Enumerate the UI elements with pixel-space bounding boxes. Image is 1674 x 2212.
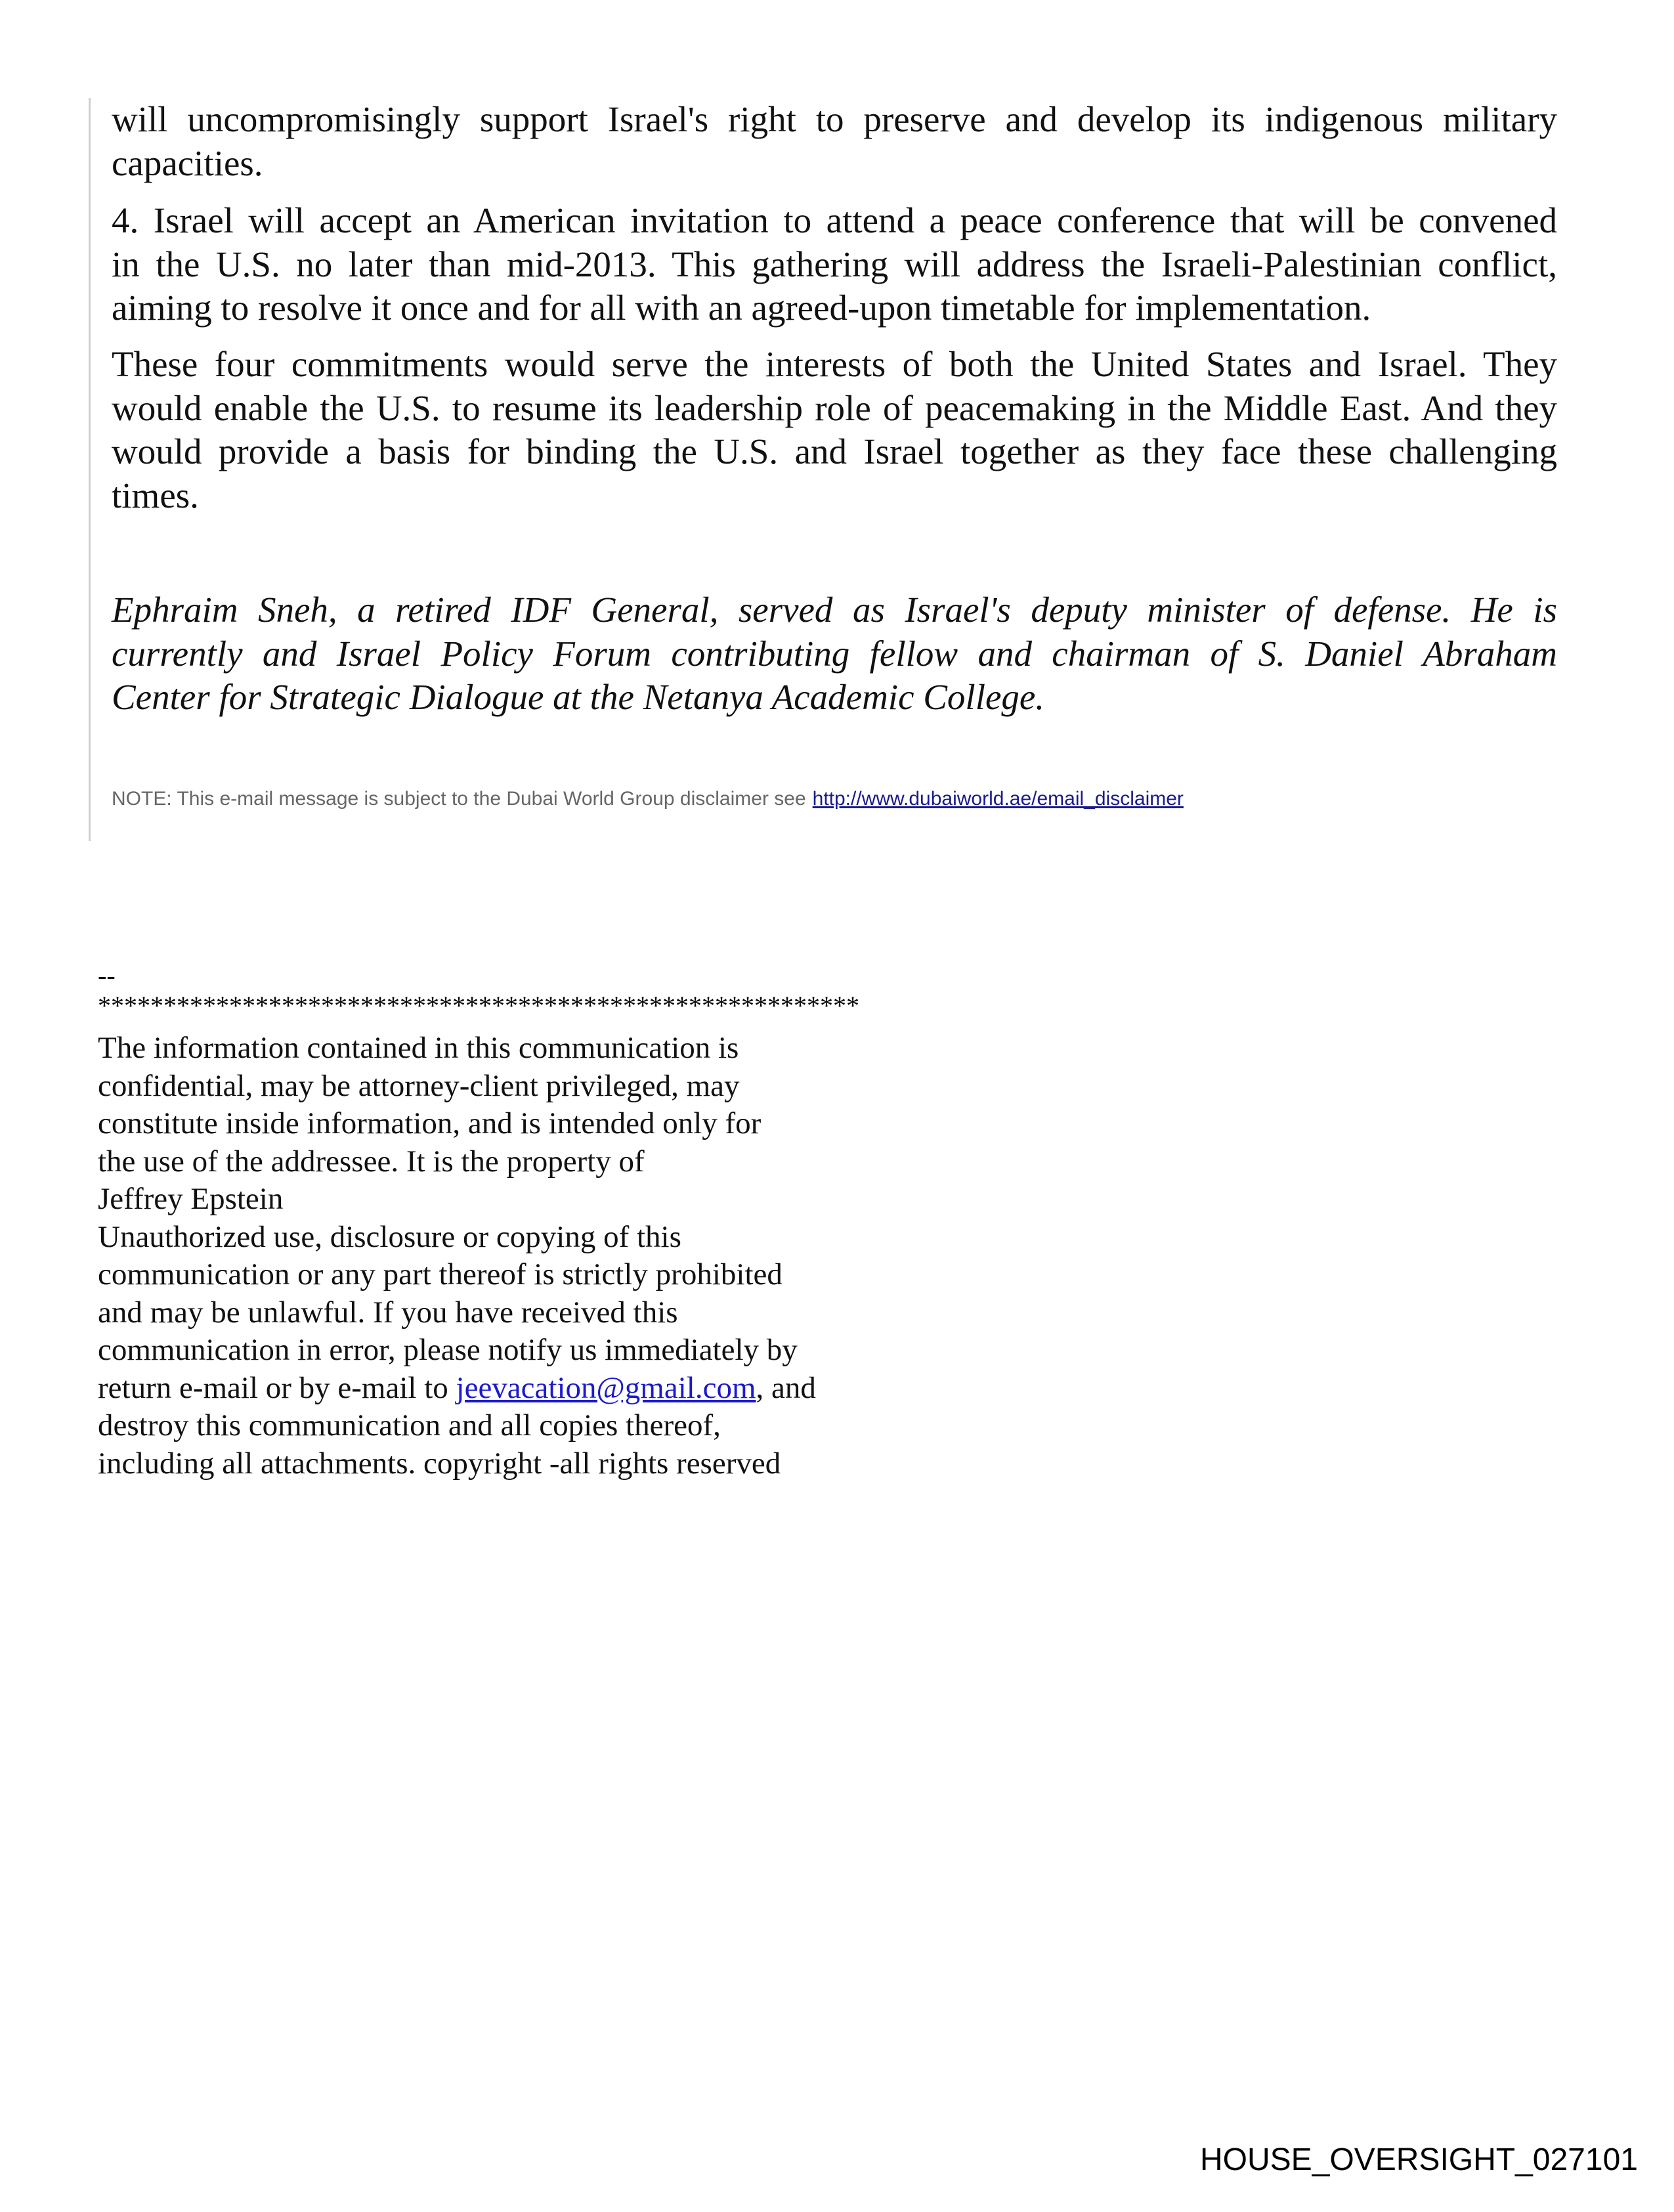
text-line: constitute inside information, and is intended only for bbox=[98, 1106, 762, 1140]
disclaimer-note bbox=[112, 788, 1184, 810]
text-line: would provide a basis for binding the U.S. and Israel together as they face these challenging bbox=[112, 431, 1557, 471]
text-line: Ephraim Sneh, a retired IDF General, served as Israel's deputy minister of defense. He is bbox=[112, 590, 1557, 630]
text-line: aiming to resolve it once and for all with an agreed-upon timetable for implementation. bbox=[112, 288, 1371, 328]
asterisk-divider: ********************************************************** bbox=[98, 991, 859, 1020]
confidentiality-notice bbox=[98, 1030, 816, 1483]
signature-separator: -- bbox=[98, 961, 116, 990]
text-line: would enable the U.S. to resume its leadership role of peacemaking in the Middle East. And they bbox=[112, 387, 1557, 428]
paragraph-conclusion bbox=[112, 343, 1557, 517]
text-line: will uncompromisingly support Israel's right to preserve and develop its indigenous military bbox=[112, 99, 1557, 139]
text-line: 4. Israel will accept an American invitation to attend a peace conference that will be convened bbox=[112, 200, 1557, 240]
text-line: including all attachments. copyright -all rights reserved bbox=[98, 1446, 781, 1481]
email-link[interactable]: jeevacation@gmail.com bbox=[456, 1370, 756, 1405]
paragraph-military bbox=[112, 98, 1557, 185]
text-line: communication or any part thereof is strictly prohibited bbox=[98, 1257, 783, 1291]
text-line: destroy this communication and all copies thereof, bbox=[98, 1408, 721, 1442]
quote-border bbox=[89, 98, 91, 841]
disclaimer-link[interactable]: http://www.dubaiworld.ae/email_disclaimer bbox=[812, 788, 1184, 810]
text-line: Center for Strategic Dialogue at the Netanya Academic College. bbox=[112, 677, 1045, 717]
text-line: currently and Israel Policy Forum contributing fellow and chairman of S. Daniel Abraham bbox=[112, 633, 1557, 674]
text-line: Unauthorized use, disclosure or copying of this bbox=[98, 1219, 681, 1254]
text-line: These four commitments would serve the interests of both the United States and Israel. They bbox=[112, 344, 1557, 384]
text-segment: return e-mail or by e-mail to bbox=[98, 1370, 456, 1405]
text-line: the use of the addressee. It is the property of bbox=[98, 1144, 645, 1179]
text-line: Jeffrey Epstein bbox=[98, 1182, 284, 1216]
text-segment: , and bbox=[756, 1370, 816, 1405]
note-text: NOTE: This e-mail message is subject to the Dubai World Group disclaimer see bbox=[112, 788, 806, 810]
text-line: and may be unlawful. If you have received this bbox=[98, 1295, 678, 1330]
author-bio bbox=[112, 588, 1557, 720]
bates-number: HOUSE_OVERSIGHT_027101 bbox=[1200, 2142, 1638, 2177]
text-line: The information contained in this communication is bbox=[98, 1031, 739, 1065]
text-line: in the U.S. no later than mid-2013. This gathering will address the Israeli-Palestinian conflict, bbox=[112, 244, 1557, 284]
paragraph-commitment-4 bbox=[112, 199, 1557, 330]
text-line: confidential, may be attorney-client privileged, may bbox=[98, 1068, 740, 1103]
text-line: times. bbox=[112, 475, 199, 515]
text-line: communication in error, please notify us immediately by bbox=[98, 1333, 798, 1367]
email-line bbox=[98, 1370, 816, 1408]
text-line: capacities. bbox=[112, 142, 263, 183]
